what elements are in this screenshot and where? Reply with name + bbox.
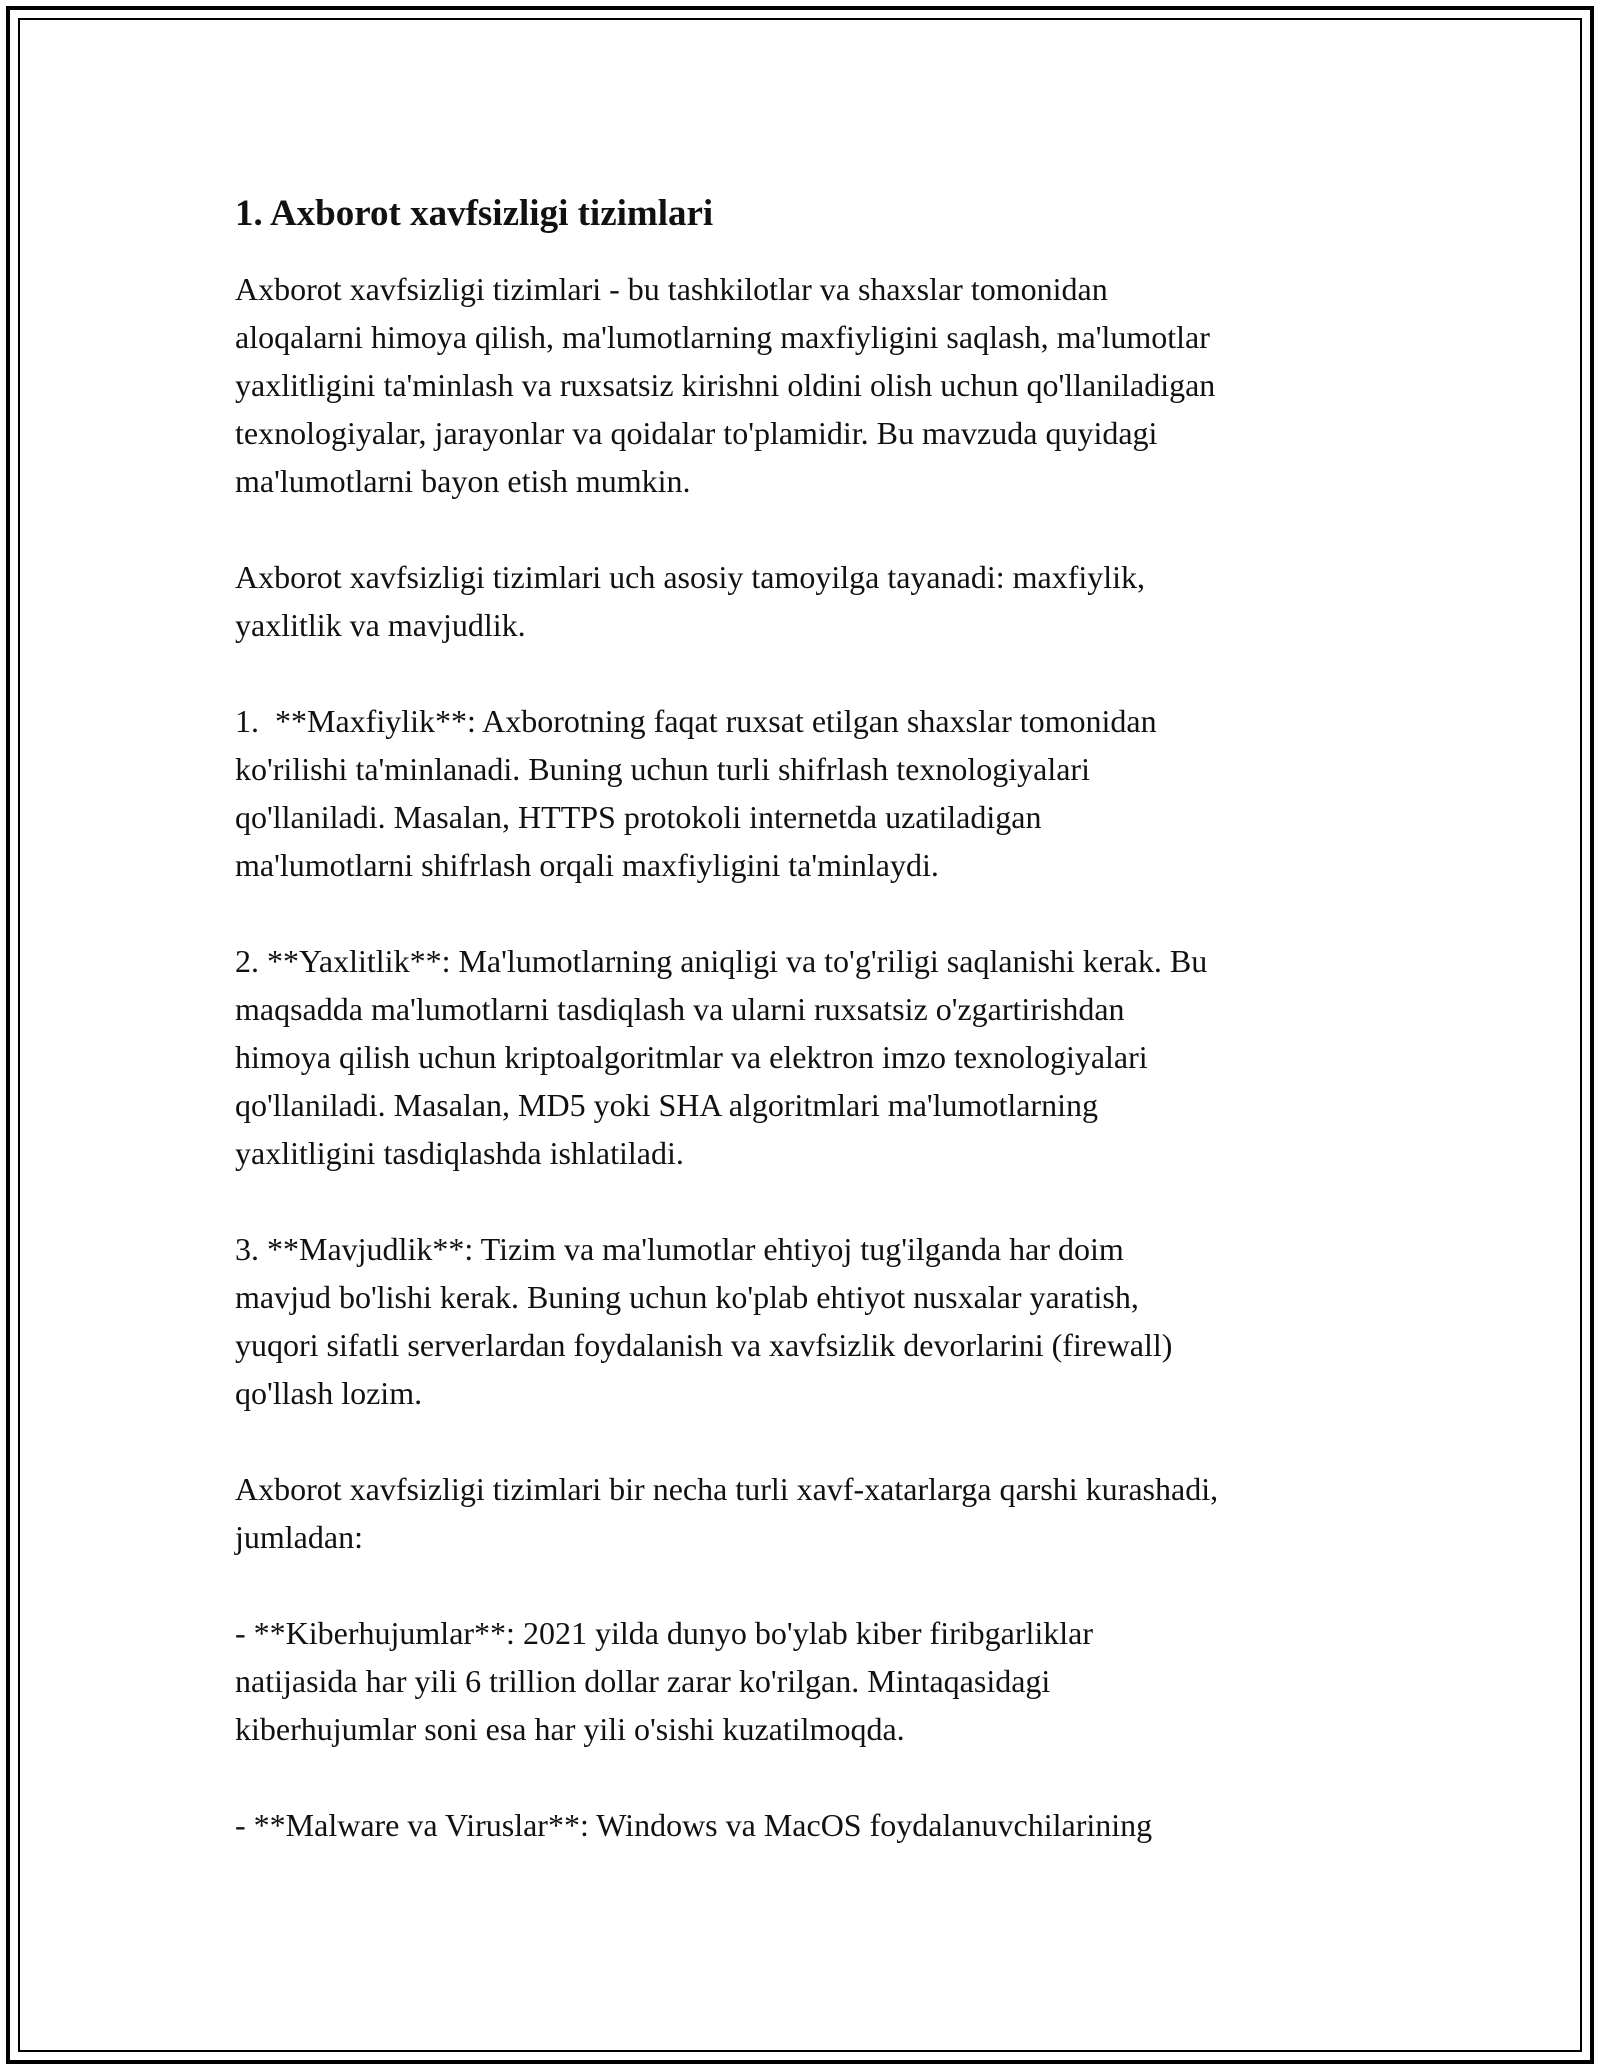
intro-paragraph: Axborot xavfsizligi tizimlari - bu tashkilotlar va shaxslar tomonidan aloqalarni himoya qilish, ma'lumotlarning maxfiyligini saqlash, ma'lumotlar yaxlitligini ta'minlash va ruxsatsiz kirishni oldini olish uchun qo'llaniladigan texnologiyalar, jarayonlar va qoidalar to'plamidir. Bu mavzuda quyidagi ma'lumotlarni bayon etish mumkin. [235, 271, 1216, 499]
section-heading: 1. Axborot xavfsizligi tizimlari [235, 193, 714, 234]
integrity-paragraph: 2. **Yaxlitlik**: Ma'lumotlarning aniqligi va to'g'riligi saqlanishi kerak. Bu maqsadda ma'lumotlarni tasdiqlash va ularni ruxsatsiz o'zgartirishdan himoya qilish uchun kriptoalgoritmlar va elektron imzo texnologiyalari qo'llaniladi. Masalan, MD5 yoki SHA algoritmlari ma'lumotlarning yaxlitligini tasdiqlashda ishlatiladi. [235, 943, 1208, 1171]
threats-intro-paragraph: Axborot xavfsizligi tizimlari bir necha turli xavf-xatarlarga qarshi kurashadi, jumladan: [235, 1471, 1219, 1555]
availability-paragraph: 3. **Mavjudlik**: Tizim va ma'lumotlar ehtiyoj tug'ilganda har doim mavjud bo'lishi kerak. Buning uchun ko'plab ehtiyot nusxalar yaratish, yuqori sifatli serverlardan foydalanish va xavfsizlik devorlarini (firewall) qo'llash lozim. [235, 1231, 1173, 1411]
principles-paragraph: Axborot xavfsizligi tizimlari uch asosiy tamoyilga tayanadi: maxfiylik, yaxlitlik va mavjudlik. [235, 559, 1146, 643]
cyberattacks-paragraph: - **Kiberhujumlar**: 2021 yilda dunyo bo'ylab kiber firibgarliklar natijasida har yili 6 trillion dollar zarar ko'rilgan. Mintaqasidagi kiberhujumlar soni esa har yili o'sishi kuzatilmoqda. [235, 1615, 1094, 1747]
confidentiality-paragraph: 1. **Maxfiylik**: Axborotning faqat ruxsat etilgan shaxslar tomonidan ko'rilishi ta'minlanadi. Buning uchun turli shifrlash texnologiyalari qo'llaniladi. Masalan, HTTPS protokoli internetda uzatiladigan ma'lumotlarni shifrlash orqali maxfiyligini ta'minlaydi. [235, 703, 1157, 883]
document-body [235, 190, 1375, 1849]
malware-paragraph: - **Malware va Viruslar**: Windows va MacOS foydalanuvchilarining [235, 1807, 1153, 1843]
